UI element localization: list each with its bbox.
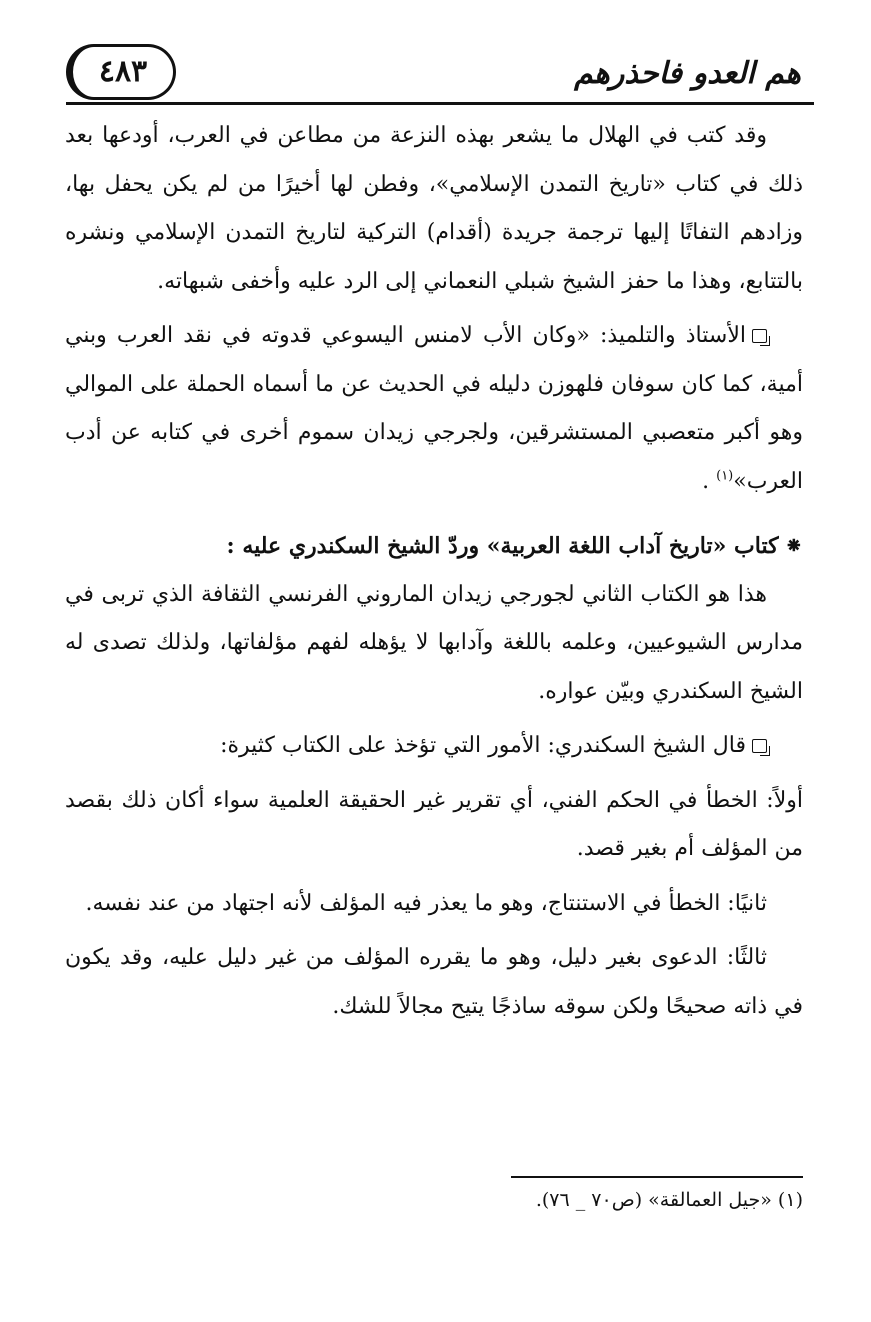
footnote: (١) «جيل العمالقة» (ص٧٠ _ ٧٦).	[535, 1189, 803, 1211]
footnote-rule	[511, 1176, 803, 1178]
point-first: أولاً: الخطأ في الحكم الفني، أي تقرير غير الحقيقة العلمية سواء أكان ذلك بقصد من المؤلف أم بغير قصد.	[65, 787, 803, 861]
paragraph-end-mark: .	[702, 468, 717, 494]
asterisk-icon: ⁕	[784, 533, 803, 559]
section-heading	[65, 522, 803, 571]
paragraph-iskandari	[65, 722, 803, 771]
paragraph-iskandari-text: قال الشيخ السكندري: الأمور التي تؤخذ على الكتاب كثيرة:	[220, 733, 746, 758]
square-bullet-icon	[752, 739, 767, 753]
header-rule	[66, 102, 814, 105]
footnote-reference[interactable]: (١)	[716, 468, 734, 484]
paragraph-teacher-student	[65, 312, 803, 506]
page-number-frame	[66, 44, 176, 100]
running-title: هم العدو فاحذرهم	[574, 56, 801, 91]
paragraph-teacher-student-text: الأستاذ والتلميذ: «وكان الأب لامنس اليسوعي قدوته في نقد العرب وبني أمية، كما كان سوفان فلهوزن دليله في الحديث عن ما أسماه الحملة على الموالي وهو أكبر متعصبي المستشرقين، ولجرجي زيدان سموم أخرى في كتابه عن أدب العرب»	[65, 323, 803, 494]
point-third: ثالثًا: الدعوى بغير دليل، وهو ما يقرره المؤلف من غير دليل عليه، وقد يكون في ذاته صحيحًا ولكن سوقه ساذجًا يتيح مجالاً للشك.	[65, 945, 803, 1019]
section-heading-text: كتاب «تاريخ آداب اللغة العربية» وردّ الشيخ السكندري عليه :	[226, 533, 779, 559]
paragraph-hilal: وقد كتب في الهلال ما يشعر بهذه النزعة من مطاعن في العرب، أودعها بعد ذلك في كتاب «تاريخ التمدن الإسلامي»، وفطن لها أخيرًا من لم يكن يحفل بها، وزادهم التفاتًا إليها ترجمة جريدة (أقدام) التركية لتاريخ التمدن الإسلامي ونشره بالتتابع، وهذا ما حفز الشيخ شبلي النعماني إلى الرد عليه وأخفى شبهاته.	[65, 123, 803, 294]
point-second: ثانيًا: الخطأ في الاستنتاج، وهو ما يعذر فيه المؤلف لأنه اجتهاد من عند نفسه.	[85, 890, 767, 916]
square-bullet-icon	[752, 329, 767, 343]
body-text	[65, 112, 803, 1031]
page-number: ٤٨٣	[98, 54, 148, 89]
paragraph-second-book: هذا هو الكتاب الثاني لجورجي زيدان الماروني الفرنسي الثقافة الذي تربى في مدارس الشيوعيين، وعلمه باللغة وآدابها لا يؤهله لفهم مؤلفاتها، ولذلك تصدى له الشيخ السكندري وبيّن عواره.	[65, 581, 803, 704]
